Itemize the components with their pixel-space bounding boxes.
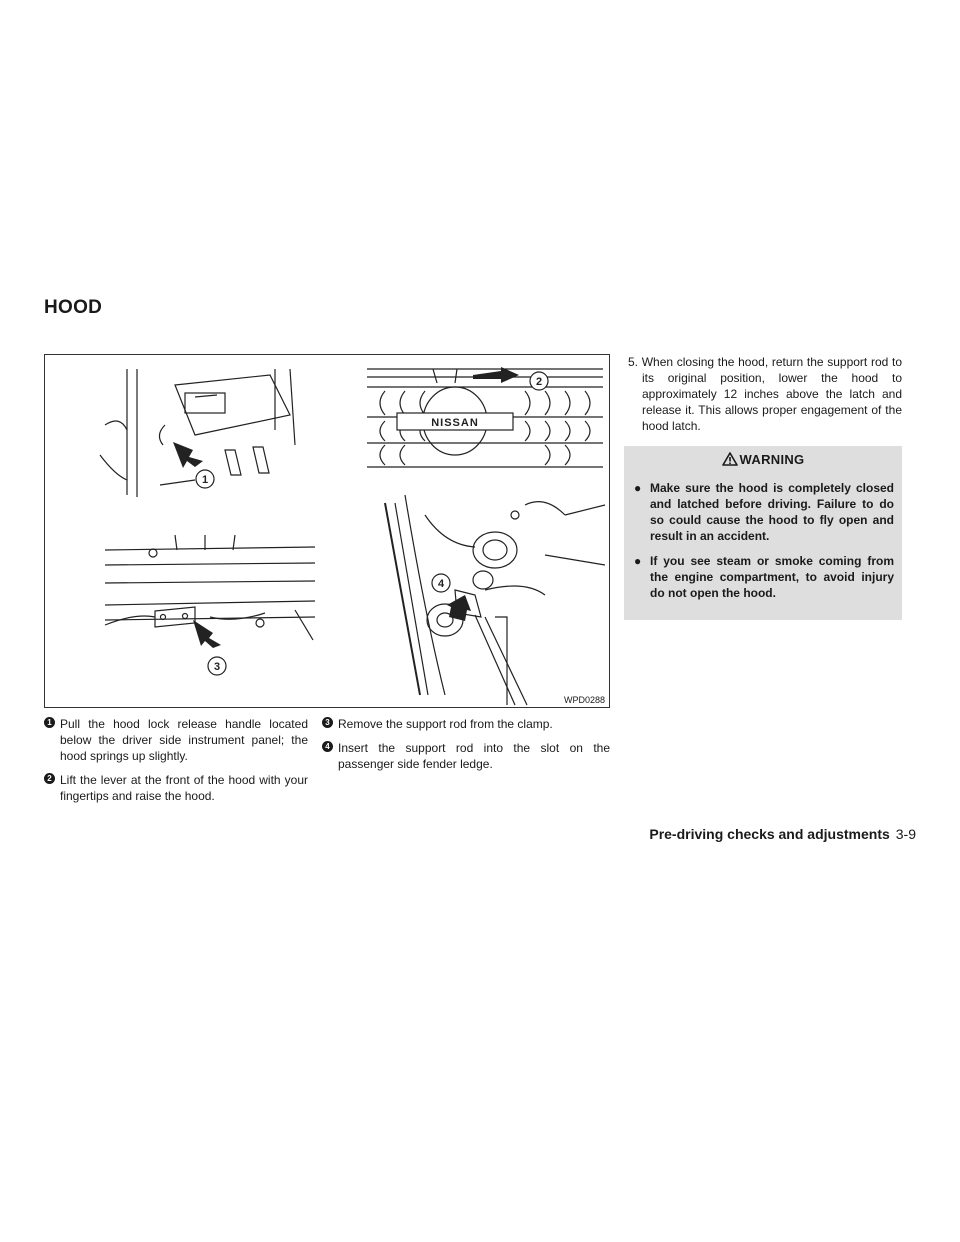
nissan-badge: NISSAN [431,417,479,429]
callout-2: 2 [535,376,543,388]
warning-header [632,446,894,480]
warning-triangle-icon [722,452,738,470]
step-4-number: 4 [322,741,333,752]
step-2-text: Lift the lever at the front of the hood with your fingertips and raise the hood. [60,773,308,803]
page-footer [649,826,916,842]
step-2-number: 2 [44,773,55,784]
warning-item-2-text: If you see steam or smoke coming from the engine compartment, to avoid injury do not open the hood. [650,554,894,600]
step-5-text: 5. When closing the hood, return the support rod to its original position, lower the hood to approximately 12 inches above the latch and release it. This allows proper engagement of the hood latch. [628,355,902,433]
page-number: 3-9 [895,826,916,842]
step-3-text: Remove the support rod from the clamp. [338,717,553,731]
steps-left-column [44,716,308,812]
panel-hood-lever-grille [367,369,603,467]
warning-item-2 [632,553,894,601]
right-column [624,354,902,620]
step-1 [44,716,308,764]
step-4-text: Insert the support rod into the slot on the passenger side fender ledge. [338,741,610,771]
callout-3: 3 [213,661,221,673]
steps-mid-column [322,716,610,780]
arrow-3 [193,620,221,648]
figure-code: WPD0288 [563,695,605,705]
callout-4: 4 [437,578,445,590]
bullet-2: ● [634,554,642,568]
panel-support-rod-clamp [105,535,315,640]
step-4 [322,740,610,772]
hood-illustration-drawing [45,355,610,708]
warning-item-1 [632,480,894,544]
panel-support-rod-slot [385,495,605,705]
arrow-4 [447,595,471,621]
step-3 [322,716,610,732]
hood-illustration [44,354,610,708]
warning-title: WARNING [739,452,805,467]
step-3-number: 3 [322,717,333,728]
step-2 [44,772,308,804]
step-1-text: Pull the hood lock release handle located below the driver side instrument panel; the hood springs up slightly. [60,717,308,763]
section-title: HOOD [44,297,103,318]
bullet-1: ● [634,481,642,495]
chapter-title: Pre-driving checks and adjustments [649,826,890,842]
warning-box [624,446,902,620]
warning-item-1-text: Make sure the hood is completely closed and latched before driving. Failure to do so could cause the hood to fly open and result in an accident. [650,481,894,543]
step-1-number: 1 [44,717,55,728]
arrow-1 [173,442,203,468]
callout-1: 1 [201,474,209,486]
